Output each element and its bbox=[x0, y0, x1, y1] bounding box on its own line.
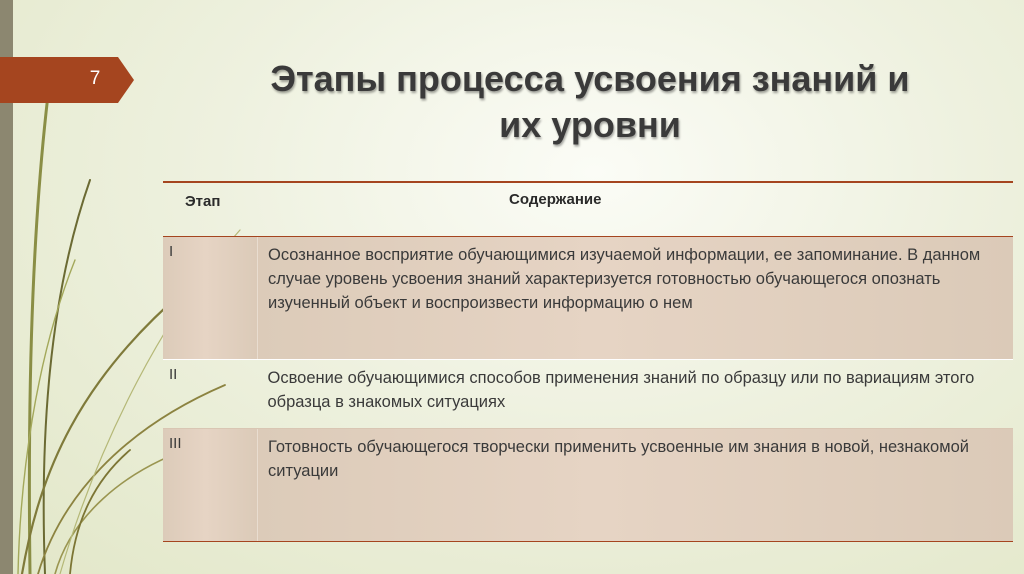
table-header-row bbox=[163, 182, 1013, 237]
title-line-2: их уровни bbox=[499, 104, 681, 145]
stages-table bbox=[163, 181, 1013, 542]
page-title bbox=[220, 56, 960, 148]
content-cell: Осознанное восприятие обучающимися изучаемой информации, ее запоминание. В данном случае уровень усвоения знаний характеризуется готовностью обучающегося опознать изученный объект и воспроизвести информацию о нем bbox=[258, 237, 1014, 360]
slide-number: 7 bbox=[89, 68, 101, 89]
header-stage: Этап bbox=[163, 182, 258, 237]
table-row bbox=[163, 237, 1013, 360]
table-row bbox=[163, 429, 1013, 542]
content-cell: Освоение обучающимися способов применения знаний по образцу или по вариациям этого образца в знакомых ситуациях bbox=[258, 360, 1014, 429]
stage-cell: I bbox=[163, 237, 258, 360]
stage-cell: III bbox=[163, 429, 258, 542]
content-cell: Готовность обучающегося творчески применить усвоенные им знания в новой, незнакомой ситуации bbox=[258, 429, 1014, 542]
header-content: Содержание bbox=[258, 182, 1014, 237]
table-row bbox=[163, 360, 1013, 429]
stage-cell: II bbox=[163, 360, 258, 429]
title-line-1: Этапы процесса усвоения знаний и bbox=[270, 58, 910, 99]
